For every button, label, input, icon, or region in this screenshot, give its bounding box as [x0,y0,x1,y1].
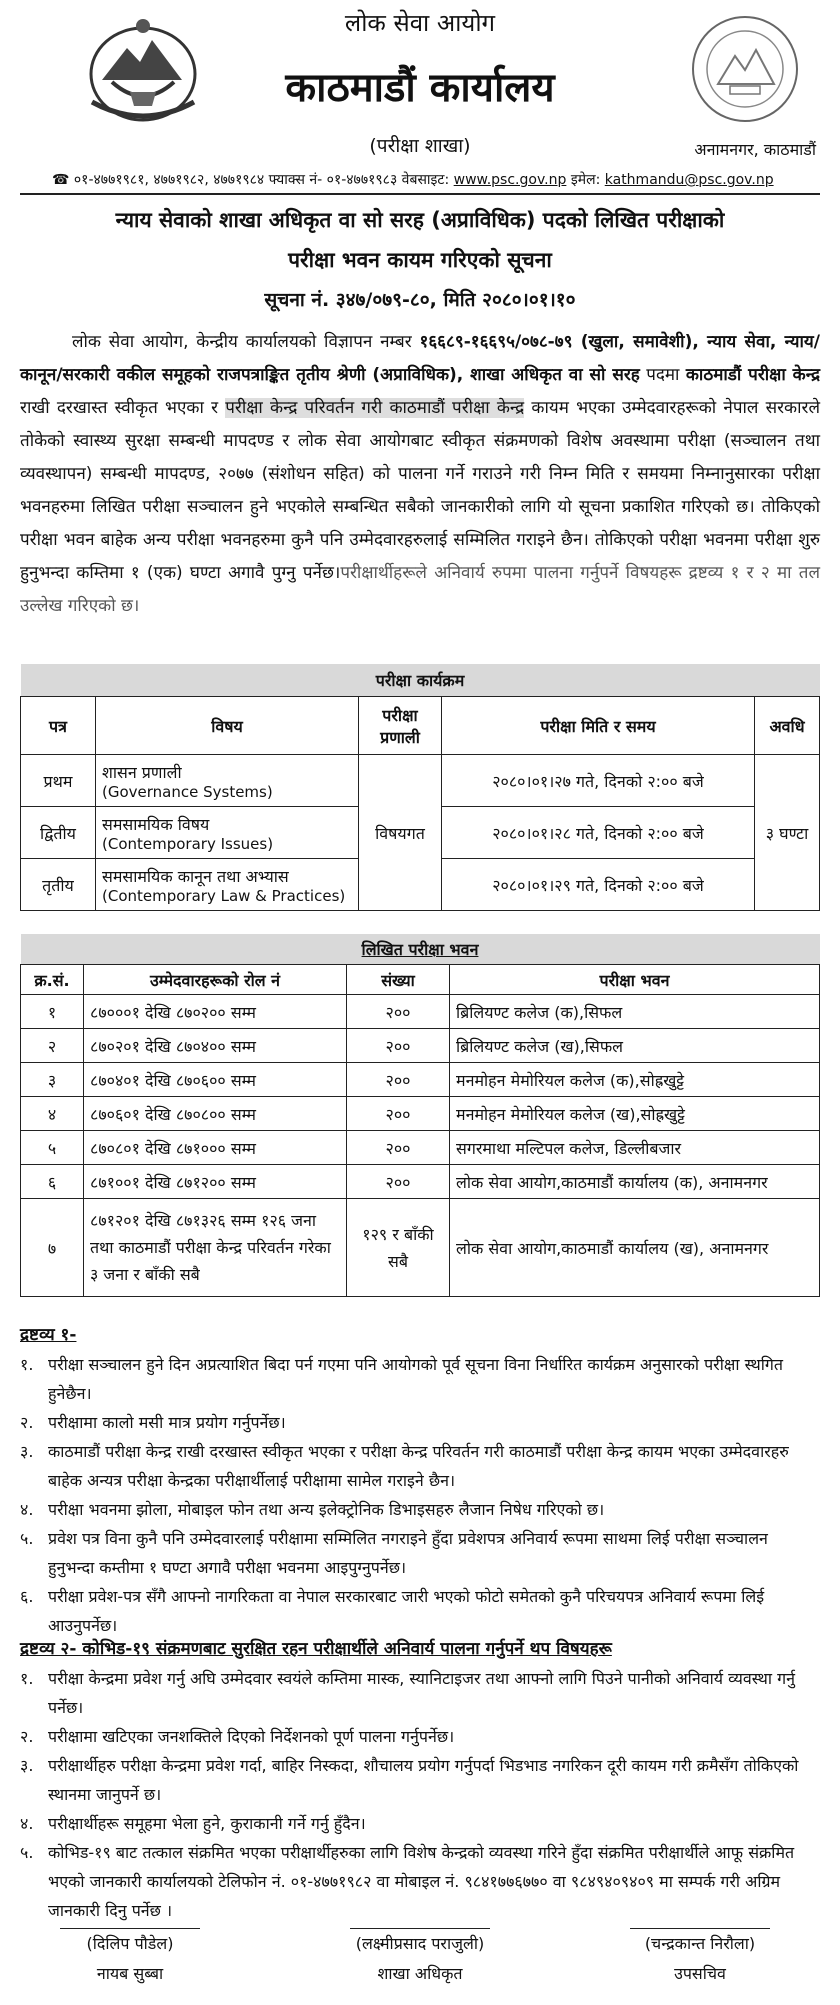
list-item: ३. काठमाडौं परीक्षा केन्द्र राखी दरखास्त स्वीकृत भएका र परीक्षा केन्द्र परिवर्तन गरी काठमाडौं परीक्षा केन्द्र कायम भएका उम्मेदवारहरु बाहेक अन्यत्र परीक्षा केन्द्रका परीक्षार्थीलाई परीक्षामा सामेल गराइने छैन। [20,1442,789,1490]
list-item: ४. परीक्षार्थीहरू समूहमा भेला हुने, कुराकानी गर्ने गर्नु हुँदैन। [20,1814,366,1833]
list-item: ४. परीक्षा भवनमा झोला, मोबाइल फोन तथा अन्य इलेक्ट्रोनिक डिभाइसहरु लैजान निषेध गरिएको छ। [20,1500,605,1519]
office-address: अनामनगर, काठमाडौं [694,140,816,159]
venue-header: संख्या [347,965,450,995]
office-name: काठमाडौं कार्यालय [285,65,555,111]
table-row: ७ ८७१२०१ देखि ८७१३२६ सम्म १२६ जना तथा काठमाडौं परीक्षा केन्द्र परिवर्तन गरेका ३ जना र बाँकी सबै १२९ र बाँकी सबै लोक सेवा आयोग,काठमाडौं कार्यालय (ख), अनामनगर [21,1199,820,1297]
list-item: ६. परीक्षा प्रवेश-पत्र सँगै आफ्नो नागरिकता वा नेपाल सरकारबाट जारी भएको फोटो समेतको कुनै परिचयपत्र अनिवार्य रूपमा लिई आउनुपर्नेछ। [20,1587,765,1635]
schedule-header: अवधि [755,697,820,755]
notice-reference: सूचना नं. ३४७/०७९-८०, मिति २०८०।०१।१० [264,289,576,311]
list-item: ३. परीक्षार्थीहरु परीक्षा केन्द्रमा प्रवेश गर्दा, बाहिर निस्कदा, शौचालय प्रयोग गर्नुपर्दा भिडभाड नगरिकन दूरी कायम गरी क्रमैसँग तोकिएको स्थानमा जानुपर्ने छ। [20,1756,799,1804]
exam-system: विषयगत [359,755,442,911]
header-divider [20,193,820,195]
signatory-name: (चन्द्रकान्त निरौला) [644,1934,756,1953]
note1-heading: द्रष्टव्य १- [20,1325,77,1345]
signatory-title: उपसचिव [674,1964,726,1983]
schedule-caption: परीक्षा कार्यक्रम [21,664,820,697]
phone-text: ०१-४७७१९८१, ४७७१९८२, ४७७१९८४ फ्याक्स नं- ०१-४७७१९८३ वेबसाइट: [73,172,450,188]
contact-line [52,170,774,189]
venue-caption: लिखित परीक्षा भवन [21,934,820,965]
note2-list [20,1664,810,1925]
table-row: द्वितीय समसामयिक विषय (Contemporary Issues) २०८०।०१।२८ गते, दिनको २:०० बजे [21,807,820,859]
note2-heading: द्रष्टव्य २- कोभिड-१९ संक्रमणबाट सुरक्षित रहन परीक्षार्थीले अनिवार्य पालना गर्नुपर्ने थप विषयहरू [20,1639,612,1659]
email-link[interactable]: kathmandu@psc.gov.np [604,172,774,188]
notice-body: लोक सेवा आयोग, केन्द्रीय कार्यालयको विज्ञापन नम्बर १६६८९-१६६९५/०७८-७९ (खुला, समावेशी), न्याय सेवा, न्याय/कानून/सरकारी वकील समूहको राजपत्राङ्कित तृतीय श्रेणी (अप्राविधिक), शाखा अधिकृत वा सो सरह पदमा काठमाडौं परीक्षा केन्द्र राखी दरखास्त स्वीकृत भएका र परीक्षा केन्द्र परिवर्तन गरी काठमाडौं परीक्षा केन्द्र कायम भएका उम्मेदवारहरूको नेपाल सरकारले तोकेको स्वास्थ्य सुरक्षा सम्बन्धी मापदण्ड र लोक सेवा आयोगबाट स्वीकृत संक्रमणको विशेष अवस्थामा परीक्षा (सञ्चालन तथा व्यवस्थापन) सम्बन्धी मापदण्ड, २०७७ (संशोधन सहित) को पालना गर्ने गराउने गरी निम्न मिति र समयमा निम्नानुसारका परीक्षा भवनहरुमा लिखित परीक्षा सञ्चालन हुने भएकोले सम्बन्धित सबैको जानकारीको लागि यो सूचना प्रकाशित गरिएको छ। तोकिएको परीक्षा भवन बाहेक अन्य परीक्षा भवनहरुमा कुनै पनि उम्मेदवारहरुलाई सम्मिलित गराइने छैन। तोकिएको परीक्षा भवनमा परीक्षा शुरु हुनुभन्दा कम्तिमा १ (एक) घण्टा अगावै पुग्नु पर्नेछ।परीक्षार्थीहरूले अनिवार्य रुपमा पालना गर्नुपर्ने विषयहरू द्रष्टव्य १ र २ मा तल उल्लेख गरिएको छ। [20,332,820,616]
section-name: (परीक्षा शाखा) [369,135,471,157]
table-row: ५ ८७०८०१ देखि ८७१००० सम्म २०० सगरमाथा मल्टिपल कलेज, डिल्लीबजार [21,1131,820,1165]
table-row: ४ ८७०६०१ देखि ८७०८०० सम्म २०० मनमोहन मेमोरियल कलेज (ख),सोह्रखुट्टे [21,1097,820,1131]
venue-header: परीक्षा भवन [450,965,820,995]
signatory-title: शाखा अधिकृत [377,1964,463,1983]
table-row: प्रथम शासन प्रणाली (Governance Systems) विषयगत २०८०।०१।२७ गते, दिनको २:०० बजे ३ घण्टा [21,755,820,807]
signatory-name: (दिलिप पौडेल) [86,1934,174,1953]
list-item: ५. प्रवेश पत्र विना कुनै पनि उम्मेदवारलाई परीक्षामा सम्मिलित नगराइने हुँदा प्रवेशपत्र अनिवार्य रूपमा साथमा लिई परीक्षा सञ्चालन हुनुभन्दा कम्तीमा १ घण्टा अगावै परीक्षा भवनमा आइपुग्नुपर्नेछ। [20,1529,768,1577]
schedule-header: विषय [96,697,359,755]
table-row: ३ ८७०४०१ देखि ८७०६०० सम्म २०० मनमोहन मेमोरियल कलेज (क),सोह्रखुट्टे [21,1063,820,1097]
venue-header: उम्मेदवारहरूको रोल नं [84,965,347,995]
note1-list [20,1350,810,1640]
schedule-header: परीक्षा मिति र समय [442,697,755,755]
list-item: १. परीक्षा सञ्चालन हुने दिन अप्रत्याशित बिदा पर्न गएमा पनि आयोगको पूर्व सूचना विना निर्धारित कार्यक्रम अनुसारको परीक्षा स्थगित हुनेछैन। [20,1355,783,1403]
signature-block [30,1928,230,1989]
signatory-name: (लक्ष्मीप्रसाद पराजुली) [355,1934,485,1953]
table-row: ६ ८७१००१ देखि ८७१२०० सम्म २०० लोक सेवा आयोग,काठमाडौं कार्यालय (क), अनामनगर [21,1165,820,1199]
schedule-header: परीक्षा प्रणाली [359,697,442,755]
phone-icon: ☎ [52,172,70,188]
email-label: इमेल: [570,172,601,188]
list-item: ५. कोभिड-१९ बाट तत्काल संक्रमित भएका परीक्षार्थीहरुका लागि विशेष केन्द्रको व्यवस्था गरिने हुँदा संक्रमित परीक्षार्थीले आफू संक्रमित भएको जानकारी कार्यालयको टेलिफोन नं. ०१-४७७१९८२ वा मोबाइल नं. ९८४१७७६७७० वा ९८४९४०९४०९ मा सम्पर्क गरी अग्रिम जानकारी दिनु पर्नेछ । [20,1843,795,1920]
notice-subtitle: परीक्षा भवन कायम गरिएको सूचना [288,248,552,272]
org-name: लोक सेवा आयोग [344,9,496,37]
signature-block [300,1928,540,1989]
table-row: तृतीय समसामयिक कानून तथा अभ्यास (Contemporary Law & Practices) २०८०।०१।२९ गते, दिनको २:०० बजे [21,859,820,911]
table-row: १ ८७०००१ देखि ८७०२०० सम्म २०० ब्रिलियण्ट कलेज (क),सिफल [21,995,820,1029]
table-row: २ ८७०२०१ देखि ८७०४०० सम्म २०० ब्रिलियण्ट कलेज (ख),सिफल [21,1029,820,1063]
schedule-table [20,664,820,911]
venue-header: क्र.सं. [21,965,84,995]
list-item: २. परीक्षामा कालो मसी मात्र प्रयोग गर्नुपर्नेछ। [20,1413,286,1432]
notice-title: न्याय सेवाको शाखा अधिकृत वा सो सरह (अप्राविधिक) पदको लिखित परीक्षाको [115,208,725,232]
venue-table [20,934,820,1297]
list-item: २. परीक्षामा खटिएका जनशक्तिले दिएको निर्देशनको पूर्ण पालना गर्नुपर्नेछ। [20,1727,455,1746]
exam-duration: ३ घण्टा [755,755,820,911]
website-link[interactable]: www.psc.gov.np [453,172,567,188]
schedule-header: पत्र [21,697,96,755]
signature-block [590,1928,810,1989]
signatory-title: नायब सुब्बा [96,1964,164,1983]
list-item: १. परीक्षा केन्द्रमा प्रवेश गर्नु अघि उम्मेदवार स्वयंले कम्तिमा मास्क, स्यानिटाइजर तथा आफ्नो लागि पिउने पानीको अनिवार्य व्यवस्था गर्नु पर्नेछ। [20,1669,796,1717]
